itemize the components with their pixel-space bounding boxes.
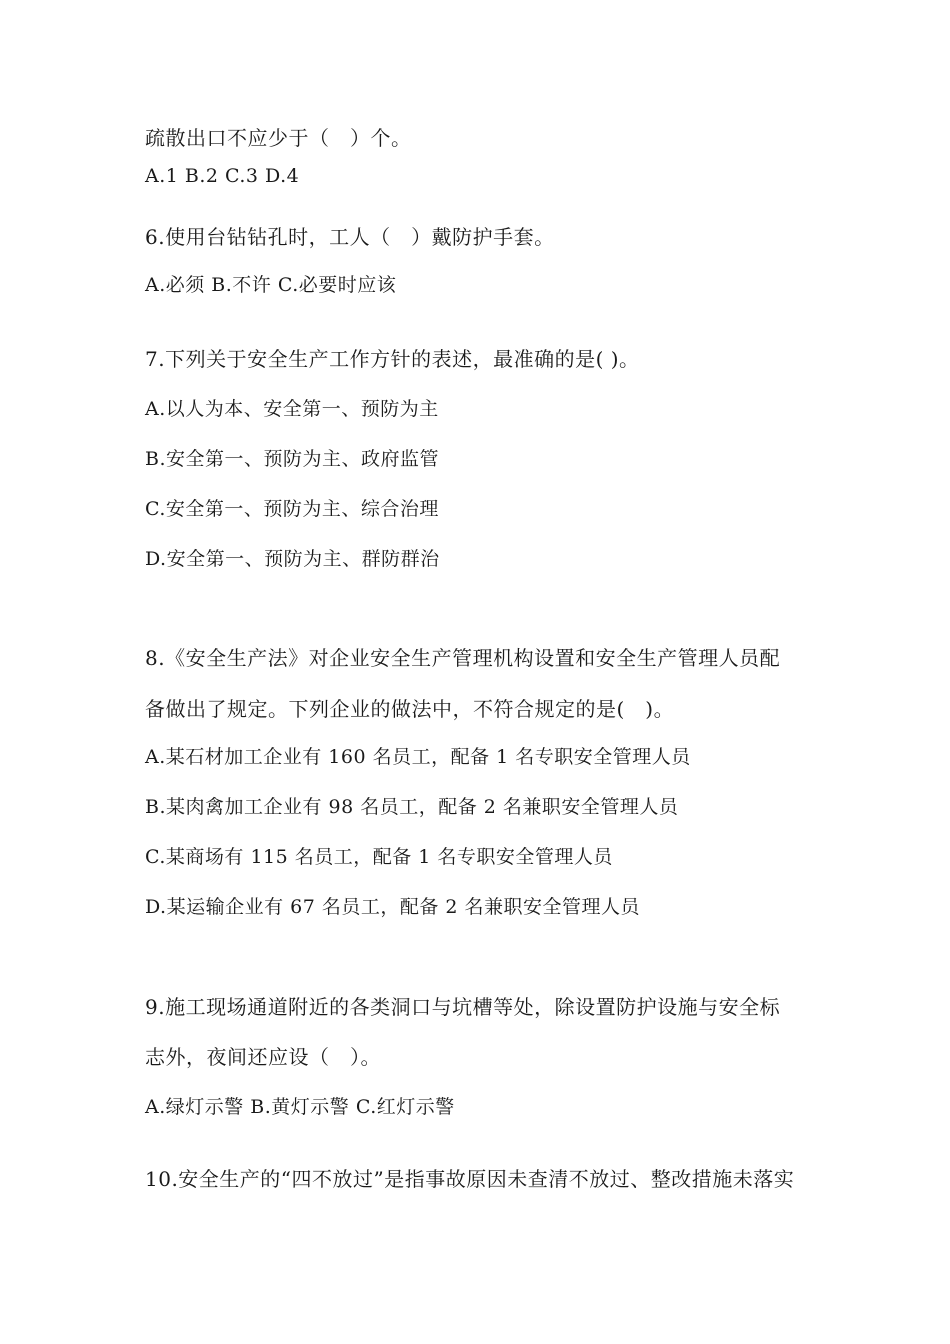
q10-stem-line1: 10.安全生产的“四不放过”是指事故原因未查清不放过、整改措施未落实 — [145, 1167, 795, 1191]
q8-option-d: D.某运输企业有 67 名员工，配备 2 名兼职安全管理人员 — [145, 896, 641, 918]
q7-option-d: D.安全第一、预防为主、群防群治 — [145, 548, 440, 570]
q9-stem-line2: 志外，夜间还应设（ ）。 — [145, 1045, 381, 1069]
q9-stem-line1: 9.施工现场通道附近的各类洞口与坑槽等处，除设置防护设施与安全标 — [145, 995, 781, 1019]
q8-stem-line2: 备做出了规定。下列企业的做法中，不符合规定的是( )。 — [145, 697, 675, 721]
q8-option-b: B.某肉禽加工企业有 98 名员工，配备 2 名兼职安全管理人员 — [145, 796, 679, 818]
q9-options: A.绿灯示警 B.黄灯示警 C.红灯示警 — [145, 1096, 455, 1118]
q5-stem-continuation: 疏散出口不应少于（ ）个。 — [145, 126, 412, 150]
q8-option-a: A.某石材加工企业有 160 名员工，配备 1 名专职安全管理人员 — [145, 746, 691, 768]
q7-option-a: A.以人为本、安全第一、预防为主 — [145, 398, 439, 420]
q7-option-c: C.安全第一、预防为主、综合治理 — [145, 498, 439, 520]
q7-stem: 7.下列关于安全生产工作方针的表述，最准确的是( )。 — [145, 347, 640, 371]
q5-options: A.1 B.2 C.3 D.4 — [145, 165, 300, 187]
q6-stem: 6.使用台钻钻孔时，工人（ ）戴防护手套。 — [145, 225, 555, 249]
q8-option-c: C.某商场有 115 名员工，配备 1 名专职安全管理人员 — [145, 846, 613, 868]
q7-option-b: B.安全第一、预防为主、政府监管 — [145, 448, 440, 470]
q8-stem-line1: 8.《安全生产法》对企业安全生产管理机构设置和安全生产管理人员配 — [145, 646, 781, 670]
q6-options: A.必须 B.不许 C.必要时应该 — [145, 274, 397, 296]
